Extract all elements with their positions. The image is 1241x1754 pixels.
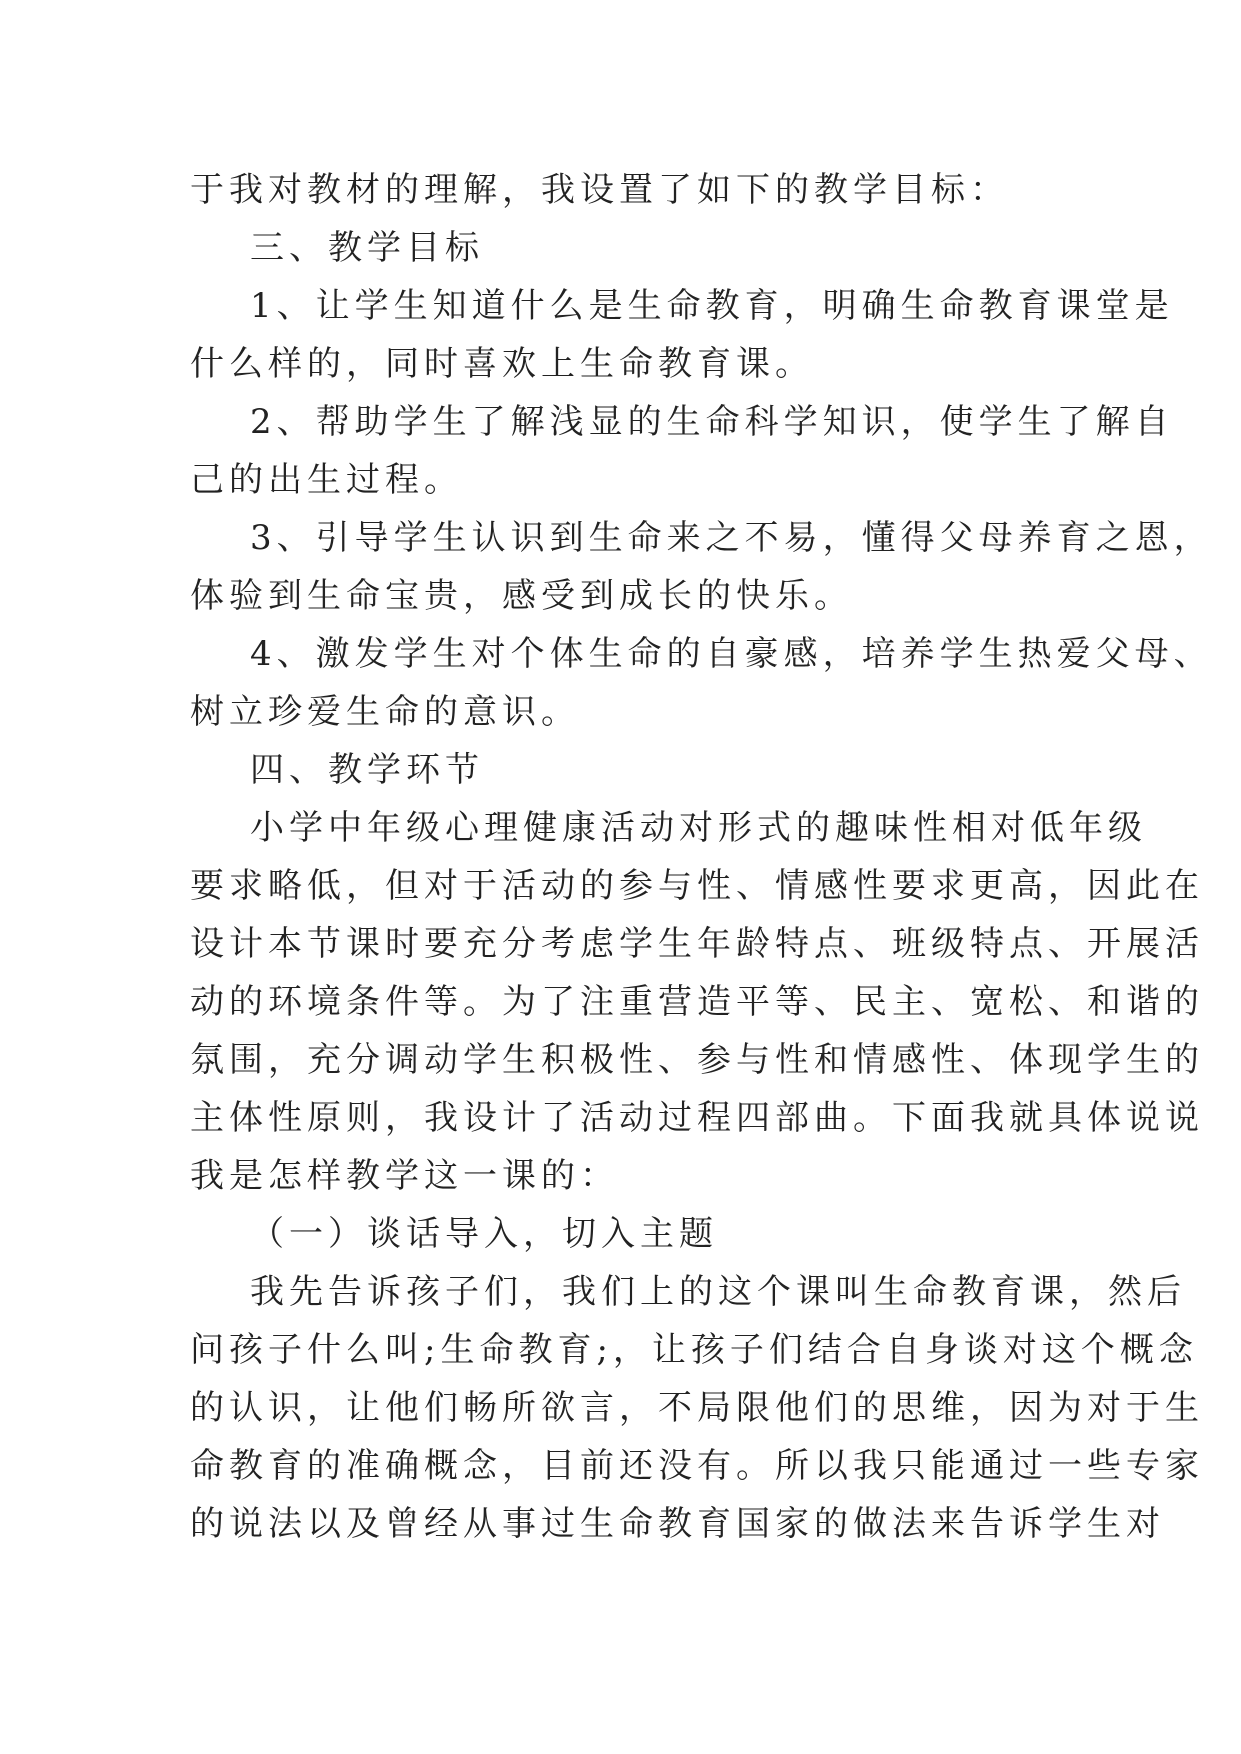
text-line-18: 我是怎样教学这一课的： (190, 1156, 619, 1196)
text-line-16: 氛围，充分调动学生积极性、参与性和情感性、体现学生的 (190, 1040, 1204, 1080)
text-line-21: 问孩子什么叫;生命教育;，让孩子们结合自身谈对这个概念 (190, 1330, 1198, 1370)
text-line-5: 2、帮助学生了解浅显的生命科学知识，使学生了解自 (250, 402, 1174, 442)
text-line-23: 命教育的准确概念，目前还没有。所以我只能通过一些专家 (190, 1446, 1204, 1486)
section-heading-teaching-goals: 三、教学目标 (250, 228, 484, 268)
text-line-1: 于我对教材的理解，我设置了如下的教学目标： (190, 170, 1009, 210)
text-line-4: 什么样的，同时喜欢上生命教育课。 (190, 344, 814, 384)
text-line-17: 主体性原则，我设计了活动过程四部曲。下面我就具体说说 (190, 1098, 1204, 1138)
text-line-10: 树立珍爱生命的意识。 (190, 692, 580, 732)
subsection-heading-intro: （一）谈话导入，切入主题 (250, 1214, 718, 1254)
text-line-15: 动的环境条件等。为了注重营造平等、民主、宽松、和谐的 (190, 982, 1204, 1022)
text-line-13: 要求略低，但对于活动的参与性、情感性要求更高，因此在 (190, 866, 1204, 906)
text-line-7: 3、引导学生认识到生命来之不易，懂得父母养育之恩， (250, 518, 1213, 558)
text-line-9: 4、激发学生对个体生命的自豪感，培养学生热爱父母、 (250, 634, 1213, 674)
text-line-12: 小学中年级心理健康活动对形式的趣味性相对低年级 (250, 808, 1147, 848)
text-line-6: 己的出生过程。 (190, 460, 463, 500)
text-line-22: 的认识，让他们畅所欲言，不局限他们的思维，因为对于生 (190, 1388, 1204, 1428)
text-line-24: 的说法以及曾经从事过生命教育国家的做法来告诉学生对 (190, 1504, 1165, 1544)
text-line-3: 1、让学生知道什么是生命教育，明确生命教育课堂是 (250, 286, 1174, 326)
section-heading-teaching-steps: 四、教学环节 (250, 750, 484, 790)
text-line-20: 我先告诉孩子们，我们上的这个课叫生命教育课，然后 (250, 1272, 1186, 1312)
text-line-8: 体验到生命宝贵，感受到成长的快乐。 (190, 576, 853, 616)
text-line-14: 设计本节课时要充分考虑学生年龄特点、班级特点、开展活 (190, 924, 1204, 964)
